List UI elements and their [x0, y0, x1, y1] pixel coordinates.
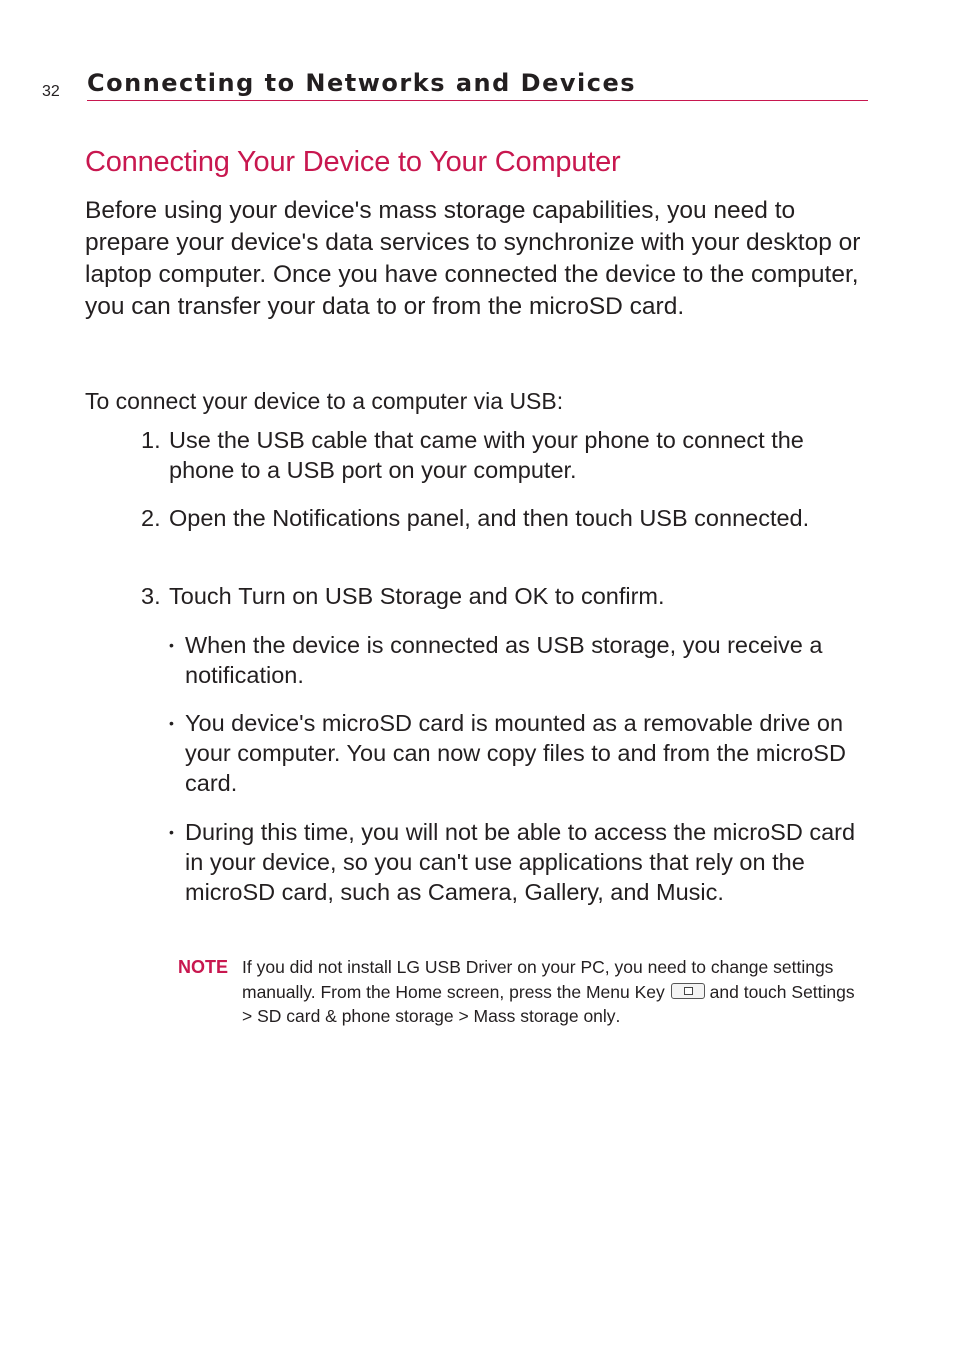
menu-key-icon [671, 983, 705, 999]
step-text [169, 504, 871, 534]
note-text-part: . [615, 1006, 621, 1026]
page-title: Connecting Your Device to Your Computer [85, 146, 621, 178]
note-block [178, 955, 868, 1029]
step-text: Use the USB cable that came with your phone to connect the phone to a USB port on your computer. [169, 427, 804, 483]
bullet-text: You device's microSD card is mounted as a removable drive on your computer. You can now copy files to and from the microSD card. [185, 710, 846, 796]
bullet-item [169, 817, 874, 907]
section-header-text: Connecting to Networks and Devices [87, 69, 637, 97]
step-text [169, 582, 871, 612]
note-text-part: and touch [704, 981, 792, 1002]
bullet-item [169, 630, 874, 690]
step-2 [141, 504, 871, 534]
step-1 [141, 426, 871, 485]
settings-path-term: Settings > SD card & phone storage > Mass storage only [242, 981, 855, 1026]
bullet-item [169, 708, 874, 798]
step-number: 2. [141, 505, 161, 531]
bullet-text: When the device is connected as USB storage, you receive a notification. [185, 632, 823, 688]
step-text-part: to confirm. [548, 583, 665, 609]
step-text-part: Touch [169, 583, 239, 609]
bullet-text: During this time, you will not be able to access the microSD card in your device, so you can't use applications that rely on the microSD card, such as Camera, Gallery, and Music. [185, 819, 856, 905]
menu-key-term: Menu Key [585, 981, 665, 1002]
step-text-part: . [802, 505, 810, 531]
note-text-part: If you did not install LG USB Driver on your PC, you need to change settings manually. From the Home screen, press the [242, 957, 834, 1002]
step-3 [141, 582, 871, 612]
intro-paragraph: Before using your device's mass storage capabilities, you need to prepare your device's data services to synchronize with your desktop or laptop computer. Once you have connected the device to the computer, you can transfer your data to or from the microSD card. [85, 197, 861, 320]
ok-term: OK [514, 583, 549, 609]
page-number: 32 [42, 83, 60, 100]
step-number: 1. [141, 427, 161, 453]
note-text [242, 955, 868, 1029]
step-number: 3. [141, 583, 161, 609]
step-text-part: and [462, 583, 515, 609]
turn-on-usb-storage-term: Turn on USB Storage [238, 583, 463, 609]
bullet-icon: • [169, 824, 174, 840]
step-text-part: Open the Notifications panel, and then touch [169, 505, 640, 531]
bullet-icon: • [169, 637, 174, 653]
note-label: NOTE [178, 957, 229, 977]
usb-connected-term: USB connected [639, 505, 803, 531]
section-header [87, 69, 868, 101]
usb-subheading: To connect your device to a computer via USB: [85, 388, 564, 414]
bullet-icon: • [169, 715, 174, 731]
